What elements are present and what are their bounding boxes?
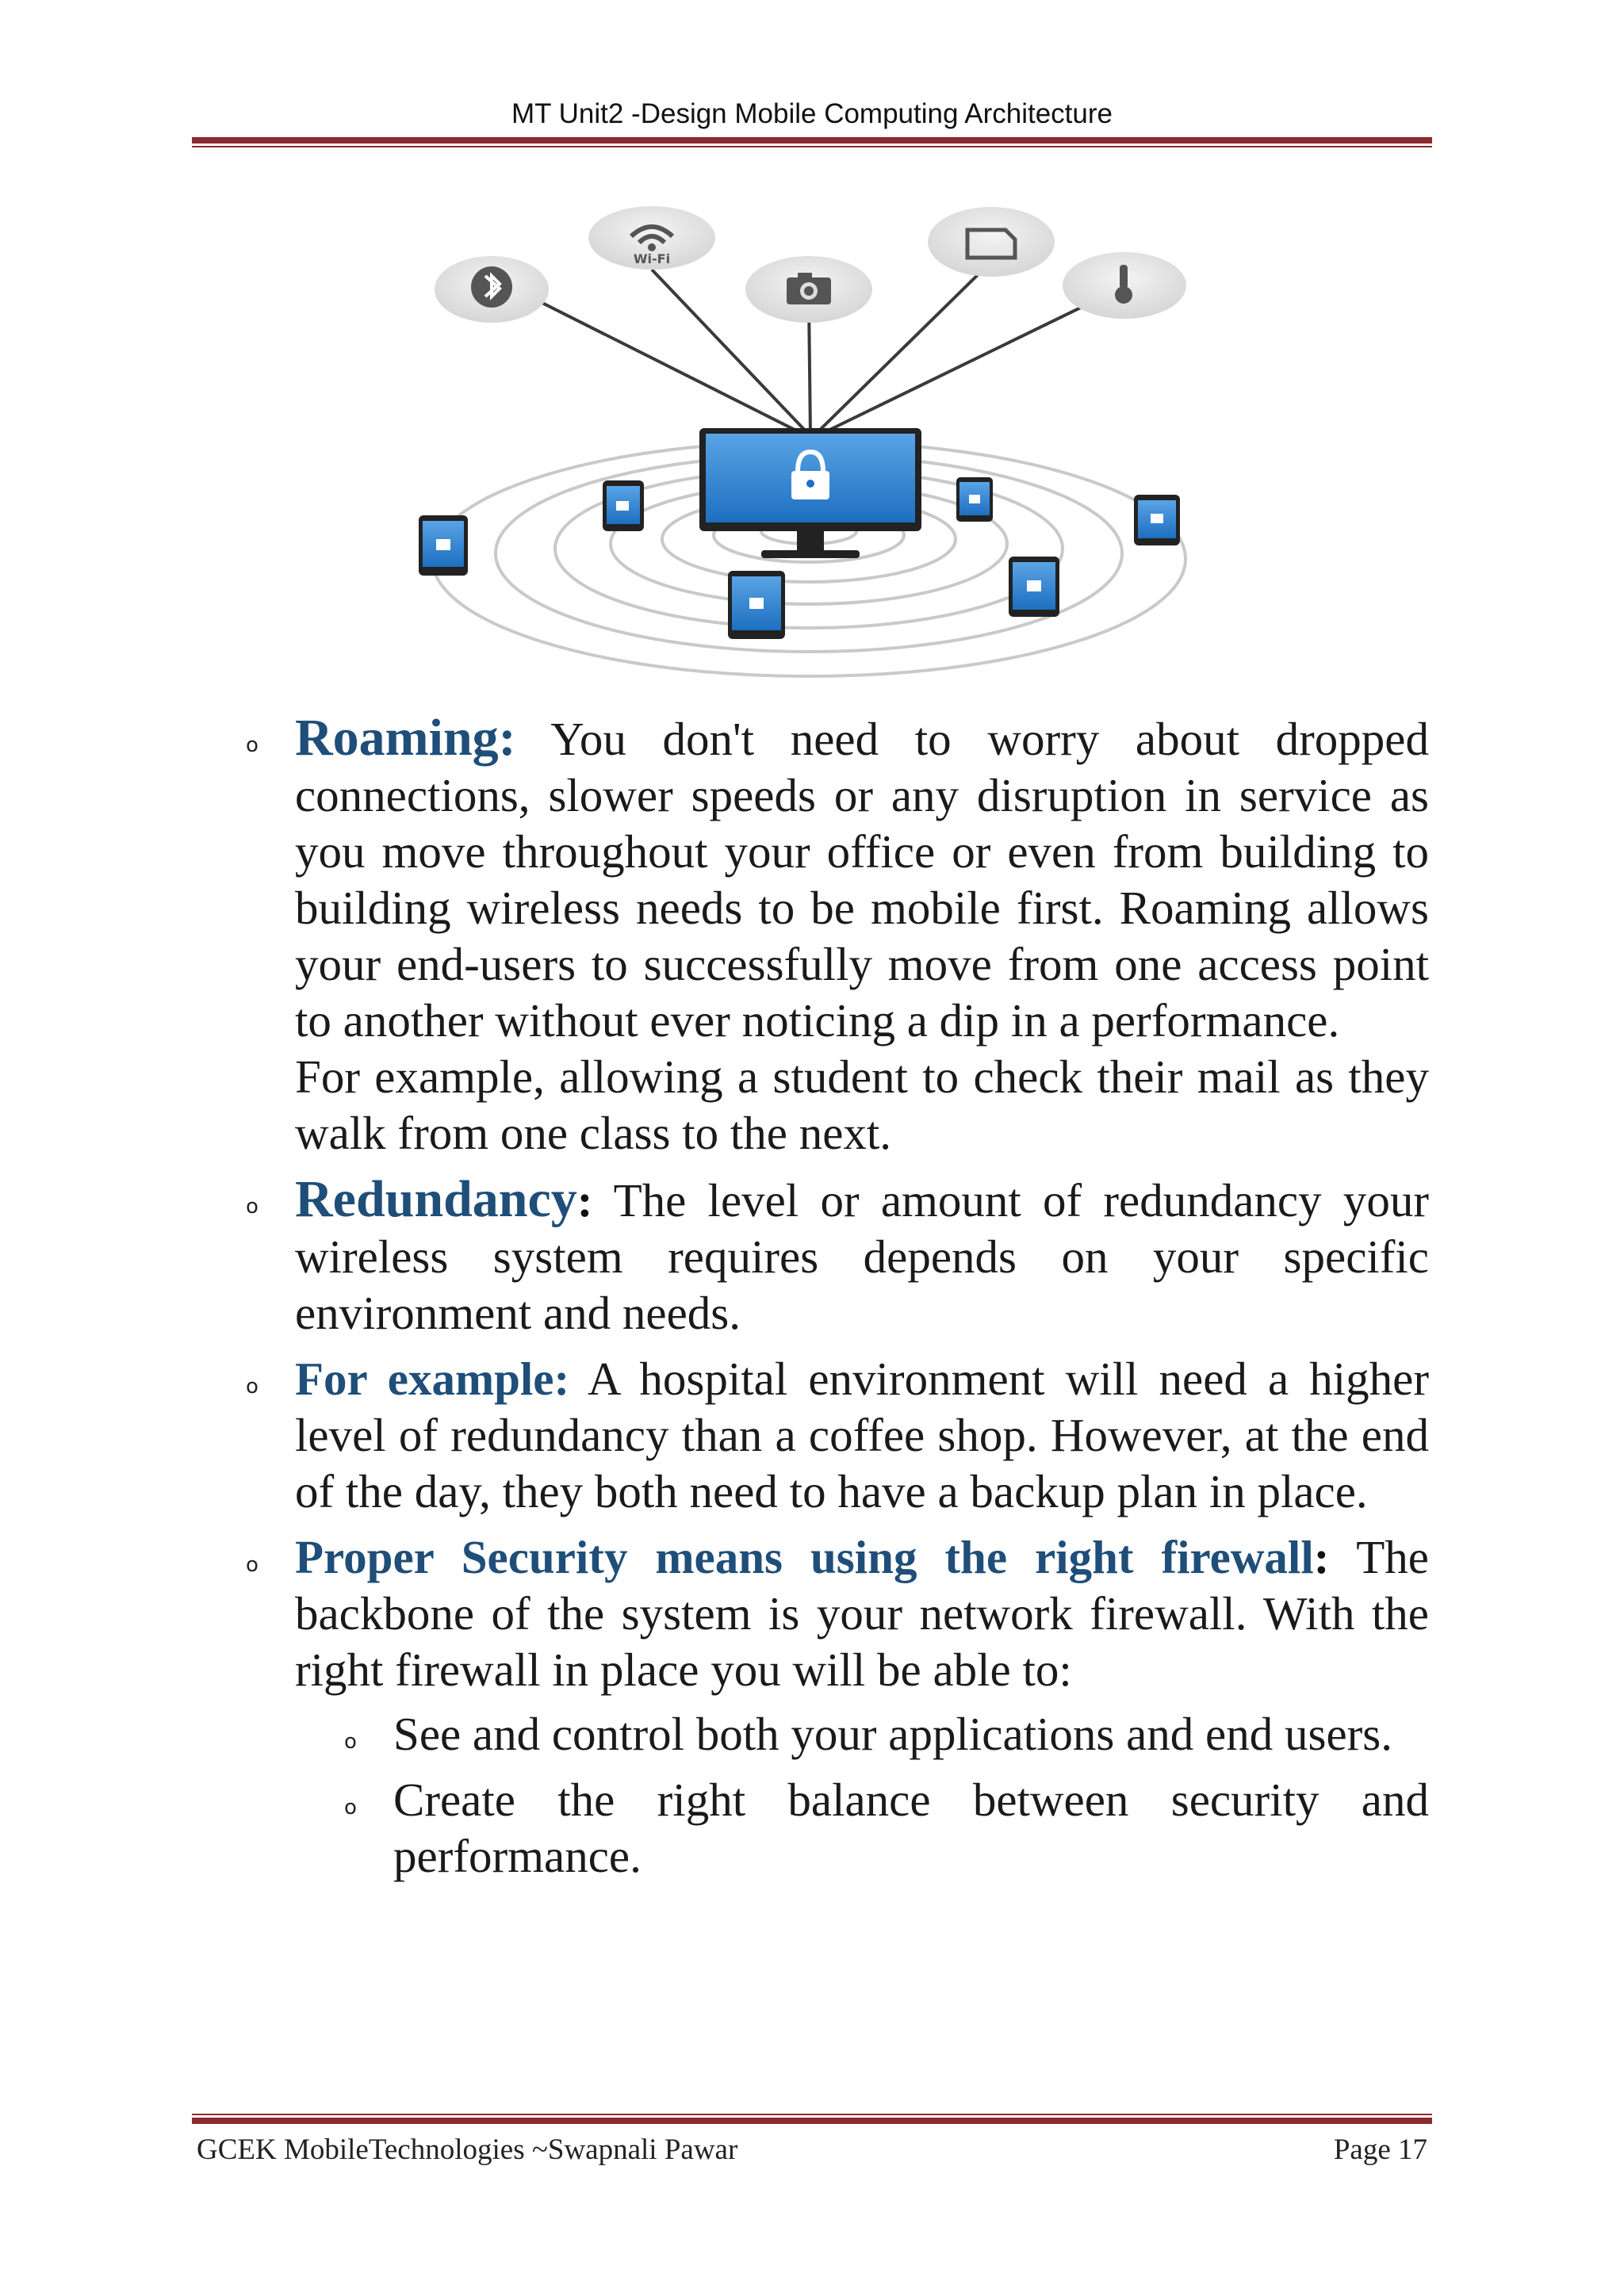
bullet-marker: o [344, 1730, 357, 1754]
thermometer-icon [1063, 252, 1186, 319]
monitor-lock-icon [699, 428, 921, 558]
wifi-icon [588, 206, 715, 270]
network-illustration [396, 198, 1237, 682]
sub-list-item-text: See and control both your applications and end users. [393, 1708, 1393, 1760]
bullet-marker: o [246, 1553, 259, 1577]
sub-list-item [295, 1772, 1432, 1885]
page-header-title: MT Unit2 -Design Mobile Computing Architecture [511, 98, 1113, 129]
camera-icon [745, 256, 872, 323]
list-item [192, 1171, 1432, 1341]
footer-rule [192, 2114, 1432, 2124]
bullet-marker: o [246, 733, 259, 757]
term-redundancy: Redundancy [295, 1170, 577, 1228]
bullet-marker: o [246, 1375, 259, 1399]
page-number: Page 17 [1333, 2133, 1427, 2166]
term-for-example: For example: [295, 1353, 570, 1405]
sub-list-item [295, 1706, 1432, 1762]
list-item [192, 710, 1432, 1161]
list-item-text: Redundancy: The level or amount of redundancy your wireless system requires depends on your specific environment and needs. [295, 1170, 1429, 1339]
list-item-text: Roaming: You don't need to worry about dropped connections, slower speeds or any disruption in service as you move throughout your office or even from building to building wireless needs to be mobile first. Roaming allows your end-users to successfully move from one access point to another without ever noticing a dip in a performance. For example, allowing a student to check their mail as they walk from one class to the next. [295, 709, 1429, 1159]
list-item-text: For example: A hospital environment will need a higher level of redundancy than a coffee shop. However, at the end of the day, they both need to have a backup plan in place. [295, 1353, 1429, 1517]
term-proper-security: Proper Security means using the right firewall [295, 1531, 1314, 1583]
svg-text:Wi-Fi: Wi-Fi [633, 251, 671, 266]
bullet-list [192, 710, 1432, 1894]
term-roaming: Roaming: [295, 709, 516, 767]
sub-list-item-text: Create the right balance between security and performance. [393, 1774, 1429, 1882]
header-rule [192, 137, 1432, 147]
bullet-marker: o [344, 1796, 357, 1820]
footer-author: GCEK MobileTechnologies ~Swapnali Pawar [197, 2133, 738, 2166]
list-item [192, 1351, 1432, 1520]
list-item-text: Proper Security means using the right firewall: The backbone of the system is your network firewall. With the right firewall in place you will be able to: [295, 1531, 1429, 1696]
bluetooth-icon [435, 256, 549, 323]
sd-card-icon [928, 207, 1055, 277]
list-item [192, 1529, 1432, 1885]
bullet-marker: o [246, 1195, 259, 1219]
